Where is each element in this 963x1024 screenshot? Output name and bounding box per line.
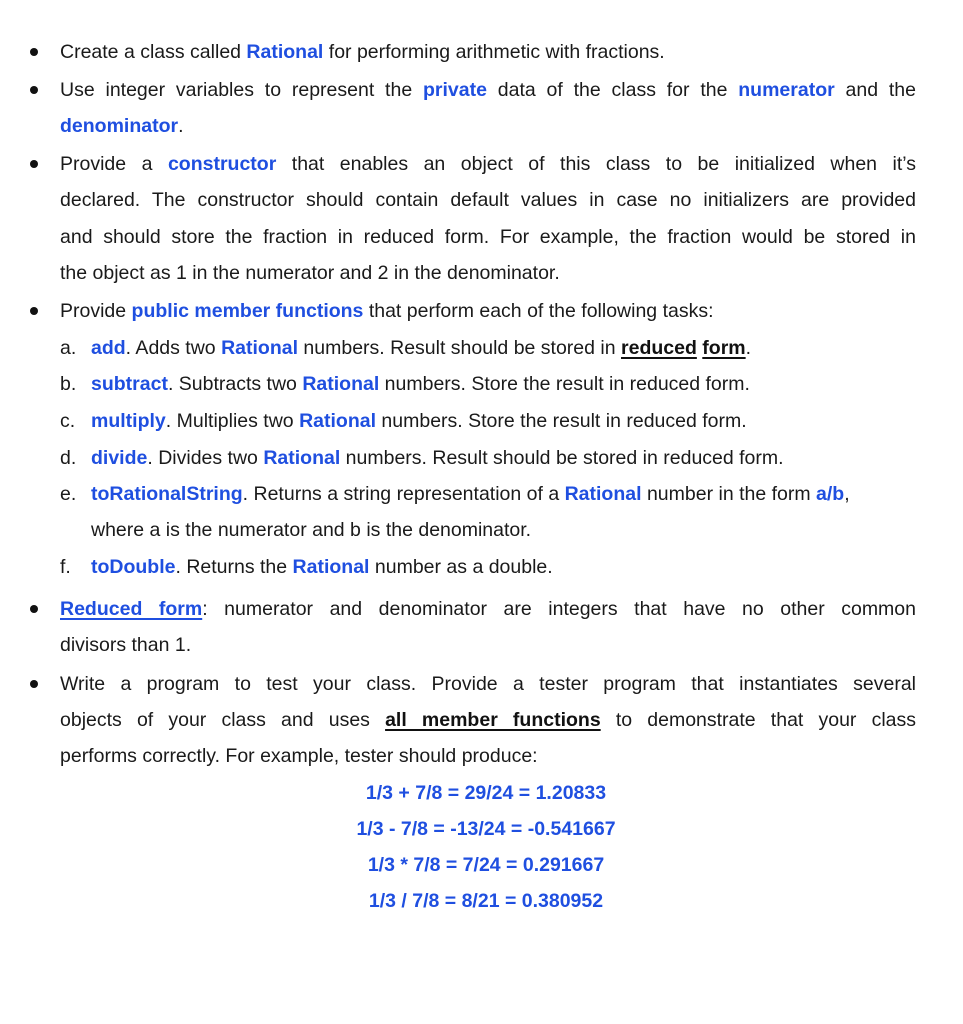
- bullet-3-line-1: Provide a constructor that enables an object of this class to be initialized when it’s: [60, 153, 916, 175]
- equation-add: 1/3 + 7/8 = 29/24 = 1.20833: [365, 782, 607, 804]
- task-e-name: toRationalString: [91, 483, 243, 505]
- task-a-name: add: [91, 337, 126, 359]
- bullet-5-line-2: divisors than 1.: [60, 634, 192, 656]
- bullet-2-line-1: Use integer variables to represent the private data of the class for the numerator and the: [60, 79, 916, 101]
- bullet-1-dot: [30, 48, 38, 56]
- equation-subtract: 1/3 - 7/8 = -13/24 = -0.541667: [356, 818, 616, 840]
- reduced-underlined: reduced: [621, 337, 697, 359]
- task-d-name: divide: [91, 447, 148, 469]
- keyword-public-member-functions: public member functions: [131, 300, 364, 322]
- keyword-constructor: constructor: [167, 153, 277, 175]
- keyword-numerator: numerator: [738, 79, 835, 101]
- task-e-line-2: where a is the numerator and b is the denominator.: [91, 519, 532, 541]
- task-f-text: toDouble. Returns the Rational number as a double.: [91, 556, 553, 578]
- task-e-text: toRationalString. Returns a string representation of a Rational number in the form a/b,: [91, 483, 850, 505]
- bullet-2-line-2: denominator.: [60, 115, 184, 137]
- bullet-1-text: Create a class called Rational for performing arithmetic with fractions.: [60, 41, 665, 63]
- bullet-6-line-2: objects of your class and uses all member functions to demonstrate that your class: [60, 709, 917, 731]
- bullet-4-text: Provide public member functions that perform each of the following tasks:: [60, 300, 714, 322]
- bullet-3-line-3: and should store the fraction in reduced form. For example, the fraction would be stored in: [60, 226, 916, 248]
- bullet-3-dot: [30, 160, 38, 168]
- task-a-text: add. Adds two Rational numbers. Result should be stored in reduced form.: [91, 337, 752, 359]
- keyword-reduced-form: Reduced form: [60, 598, 203, 620]
- bullet-6-line-3: performs correctly. For example, tester should produce:: [60, 745, 538, 767]
- task-b-text: subtract. Subtracts two Rational numbers. Store the result in reduced form.: [91, 373, 750, 395]
- equation-multiply: 1/3 * 7/8 = 7/24 = 0.291667: [367, 854, 605, 876]
- keyword-rational: Rational: [246, 41, 324, 63]
- equation-divide: 1/3 / 7/8 = 8/21 = 0.380952: [368, 890, 604, 912]
- bullet-4-dot: [30, 307, 38, 315]
- task-a-marker: a.: [60, 337, 77, 359]
- bullet-3-line-2: declared. The constructor should contain default values in case no initializers are provided: [60, 189, 916, 211]
- bullet-6-dot: [30, 680, 38, 688]
- task-f-name: toDouble: [91, 556, 176, 578]
- bullet-3-line-4: the object as 1 in the numerator and 2 in the denominator.: [60, 262, 560, 284]
- task-d-text: divide. Divides two Rational numbers. Result should be stored in reduced form.: [91, 447, 784, 469]
- form-a-over-b: a/b: [816, 483, 845, 505]
- task-f-marker: f.: [60, 556, 71, 578]
- task-c-marker: c.: [60, 410, 76, 432]
- all-member-functions-underlined: all member functions: [385, 709, 601, 731]
- bullet-6-line-1: Write a program to test your class. Provide a tester program that instantiates several: [60, 673, 916, 695]
- task-d-marker: d.: [60, 447, 77, 469]
- bullet-2-dot: [30, 86, 38, 94]
- task-e-marker: e.: [60, 483, 77, 505]
- task-b-name: subtract: [91, 373, 168, 395]
- task-c-text: multiply. Multiplies two Rational numbers. Store the result in reduced form.: [91, 410, 747, 432]
- keyword-private: private: [422, 79, 487, 101]
- task-b-marker: b.: [60, 373, 77, 395]
- bullet-5-line-1: Reduced form: numerator and denominator are integers that have no other common: [60, 598, 916, 620]
- keyword-denominator: denominator: [60, 115, 179, 137]
- form-underlined: form: [702, 337, 746, 359]
- task-c-name: multiply: [91, 410, 166, 432]
- bullet-5-dot: [30, 605, 38, 613]
